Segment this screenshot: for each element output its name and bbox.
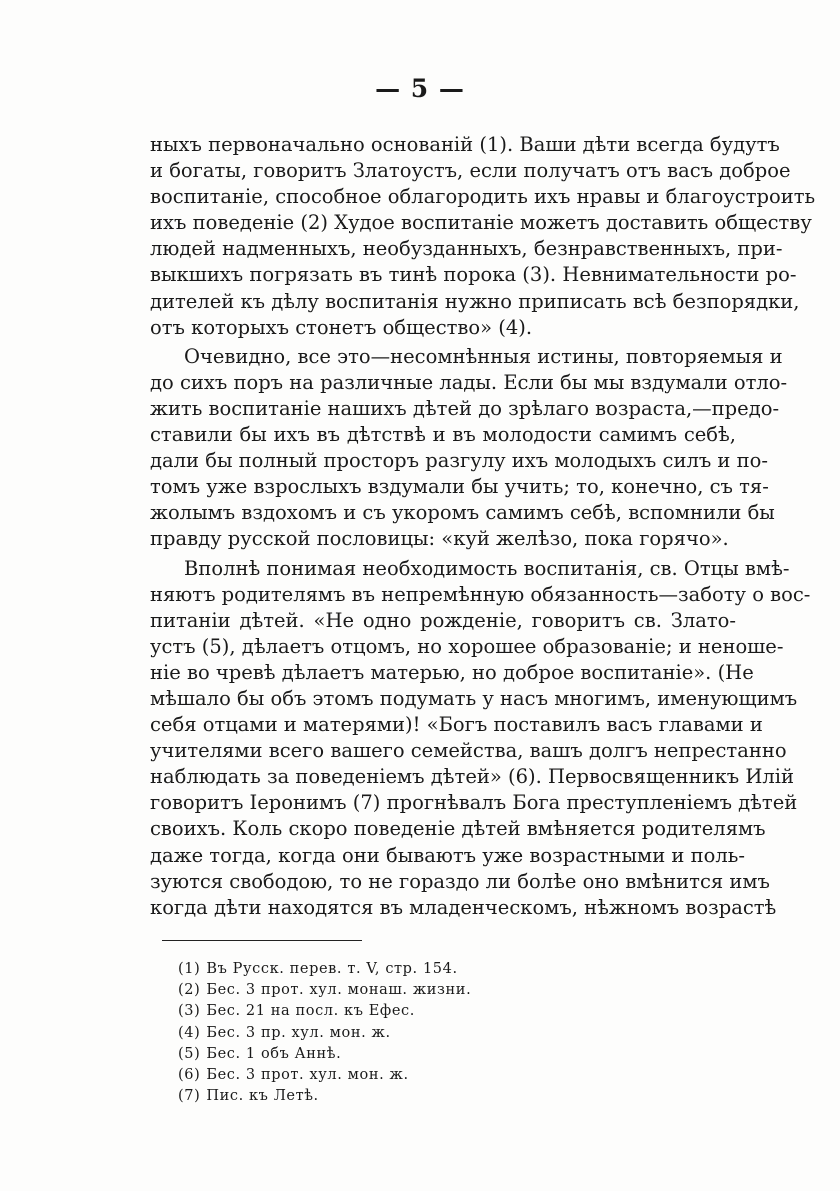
text-line: няютъ родителямъ въ непремѣнную обязанность—заботу о вос- [150, 582, 811, 606]
footnote-item [178, 959, 538, 980]
paragraph [150, 556, 811, 921]
footnote-text: Бес. 3 прот. хул. монаш. жизни. [206, 982, 472, 999]
footnote-item [178, 1044, 538, 1065]
text-line: жолымъ вздохомъ и съ укоромъ самимъ себѣ, вспомнили бы [150, 501, 775, 525]
footnote-mark: (3) [178, 1003, 201, 1020]
footnote-mark: (6) [178, 1067, 201, 1084]
text-line: Очевидно, все это—несомнѣнныя истины, повторяемыя и [184, 344, 783, 368]
text-line: даже тогда, когда они бываютъ уже возрастными и поль- [150, 843, 745, 867]
text-line: устъ (5), дѣлаетъ отцомъ, но хорошее образованіе; и неноше- [150, 634, 784, 658]
body-text [150, 132, 816, 921]
text-line: отъ которыхъ стонетъ общество» (4). [150, 315, 533, 339]
text-line: жить воспитаніе нашихъ дѣтей до зрѣлаго возраста,—предо- [150, 396, 780, 420]
footnote-item [178, 1065, 538, 1086]
footnote-text: Бес. 21 на посл. къ Ефес. [206, 1003, 415, 1020]
text-line: себя отцами и матерями)! «Богъ поставилъ васъ главами и [150, 713, 763, 737]
footnote-mark: (4) [178, 1024, 201, 1041]
footnote-text: Пис. къ Летѣ. [206, 1088, 319, 1105]
footnotes [178, 959, 538, 1107]
text-line: до сихъ поръ на различные лады. Если бы мы вздумали отло- [150, 370, 788, 394]
footnote-item [178, 1001, 538, 1022]
text-line: людей надменныхъ, необузданныхъ, безнравственныхъ, при- [150, 237, 783, 261]
footnote-text: Бес. 3 пр. хул. мон. ж. [206, 1024, 391, 1041]
text-line: ставили бы ихъ въ дѣтствѣ и въ молодости самимъ себѣ, [150, 423, 736, 447]
text-line: томъ уже взрослыхъ вздумали бы учить; то, конечно, съ тя- [150, 475, 769, 499]
footnote-text: Бес. 3 прот. хул. мон. ж. [206, 1067, 409, 1084]
paragraph [150, 344, 788, 553]
text-line: и богаты, говоритъ Златоустъ, если получатъ отъ васъ доброе [150, 159, 791, 183]
footnote-item [178, 1086, 538, 1107]
text-line: дали бы полный просторъ разгулу ихъ молодыхъ силъ и по- [150, 449, 768, 473]
footnote-item [178, 980, 538, 1001]
text-line: учителями всего вашего семейства, вашъ долгъ непрестанно [150, 739, 787, 763]
text-line: дителей къ дѣлу воспитанія нужно приписать всѣ безпорядки, [150, 289, 800, 313]
footnote-mark: (1) [178, 961, 201, 977]
text-line: Вполнѣ понимая необходимость воспитанія, св. Отцы вмѣ- [184, 556, 790, 580]
footnote-mark: (2) [178, 982, 201, 999]
text-line: воспитаніе, способное облагородить ихъ нравы и благоустроить [150, 185, 816, 209]
text-line: зуются свободою, то не гораздо ли болѣе оно вмѣнится имъ [150, 869, 770, 893]
text-line: ныхъ первоначально основаній (1). Ваши дѣти всегда будутъ [150, 133, 780, 156]
text-line: ихъ поведеніе (2) Худое воспитаніе можетъ доставить обществу [150, 211, 812, 235]
page-number: — 5 — [375, 74, 465, 103]
text-line: правду русской пословицы: «куй желѣзо, пока горячо». [150, 527, 729, 551]
footnote-text: Въ Русск. перев. т. V, стр. 154. [206, 961, 458, 977]
footnote-mark: (5) [178, 1045, 201, 1062]
text-line: выкшихъ погрязать въ тинѣ порока (3). Невнимательности ро- [150, 263, 797, 287]
text-line: питаніи дѣтей. «Не одно рожденіе, говоритъ св. Злато- [150, 608, 736, 632]
footnote-divider [162, 940, 362, 941]
footnote-item [178, 1023, 538, 1044]
text-line: своихъ. Коль скоро поведеніе дѣтей вмѣняется родителямъ [150, 817, 766, 841]
text-line: наблюдать за поведеніемъ дѣтей» (6). Первосвященникъ Илій [150, 765, 795, 789]
footnote-mark: (7) [178, 1088, 201, 1105]
footnote-text: Бес. 1 объ Аннѣ. [206, 1045, 342, 1062]
text-line: ніе во чревѣ дѣлаетъ матерью, но доброе воспитаніе». (Не [150, 660, 754, 684]
text-line: говоритъ Іеронимъ (7) прогнѣвалъ Бога преступленіемъ дѣтей [150, 791, 798, 815]
paragraph [150, 132, 816, 341]
text-line: когда дѣти находятся въ младенческомъ, нѣжномъ возрастѣ [150, 895, 777, 919]
text-line: мѣшало бы объ этомъ подумать у насъ многимъ, именующимъ [150, 686, 798, 710]
